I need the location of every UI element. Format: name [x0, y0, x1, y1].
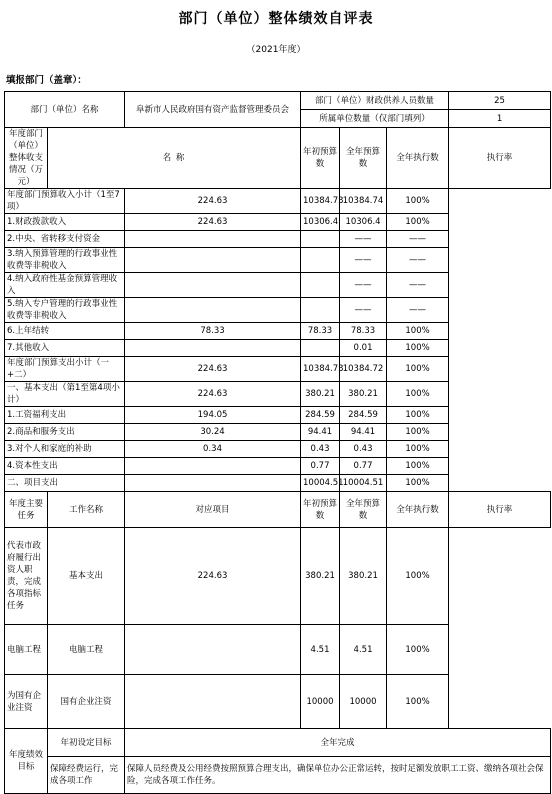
budget-row: [5, 458, 551, 475]
task-row-work: 代表市政府履行出资人职责，完成各项指标任务: [5, 528, 48, 625]
budget-row-full: [301, 298, 340, 323]
sub-units-label: 所属单位数量（仅部门填列）: [301, 110, 449, 128]
budget-row-initial: 30.24: [125, 424, 301, 441]
task-row-initial: 224.63: [125, 528, 301, 625]
task-row: [5, 528, 551, 625]
goals-section-label: 年度绩效目标: [5, 729, 48, 794]
budget-header-row: [5, 128, 551, 189]
task-row-work: 为国有企业注资: [5, 675, 48, 729]
task-row: [5, 625, 551, 675]
budget-row-full: 380.21: [301, 382, 340, 407]
budget-row-full: 94.41: [301, 424, 340, 441]
budget-row-full: [301, 273, 340, 298]
tasks-col-exec: 全年执行数: [387, 492, 449, 528]
budget-row: [5, 214, 551, 231]
budget-row: [5, 357, 551, 382]
budget-row-rate: 100%: [387, 424, 449, 441]
task-row-exec: 380.21: [340, 528, 387, 625]
header-row-1: [5, 92, 551, 110]
budget-row-initial: 0.34: [125, 441, 301, 458]
budget-row-name: 3.纳入预算管理的行政事业性收费等非税收入: [5, 248, 125, 273]
task-row-initial: [125, 625, 301, 675]
budget-row-name: 2.商品和服务支出: [5, 424, 125, 441]
budget-row: [5, 424, 551, 441]
budget-row-name: 二、项目支出: [5, 475, 125, 492]
budget-row-rate: 100%: [387, 441, 449, 458]
budget-row-full: [301, 248, 340, 273]
budget-row: [5, 231, 551, 248]
goals-col-goal: 年初设定目标: [48, 729, 125, 757]
task-row: [5, 675, 551, 729]
budget-row-rate: 100%: [387, 340, 449, 357]
budget-row-initial: 224.63: [125, 214, 301, 231]
task-row-rate: 100%: [387, 528, 449, 625]
budget-row-exec: 78.33: [340, 323, 387, 340]
budget-row-initial: [125, 475, 301, 492]
budget-row-exec: 380.21: [340, 382, 387, 407]
report-year: （2021年度）: [246, 45, 306, 55]
budget-col-initial: 年初预算数: [301, 128, 340, 189]
budget-row: [5, 475, 551, 492]
budget-row-name: 1.工资福利支出: [5, 407, 125, 424]
budget-row-exec: 10384.74: [340, 189, 387, 214]
tasks-col-item: 对应项目: [125, 492, 301, 528]
budget-row-full: 10384.73: [301, 357, 340, 382]
budget-row: [5, 340, 551, 357]
task-row-item: 电脑工程: [48, 625, 125, 675]
budget-col-exec: 全年执行数: [387, 128, 449, 189]
budget-row-name: 4.资本性支出: [5, 458, 125, 475]
budget-row-full: 10004.51: [301, 475, 340, 492]
budget-row-full: [301, 340, 340, 357]
budget-row-name: 2.中央、省转移支付资金: [5, 231, 125, 248]
budget-row-initial: [125, 340, 301, 357]
task-rows: [5, 528, 551, 729]
tasks-col-rate: 执行率: [449, 492, 551, 528]
budget-row-rate: 100%: [387, 189, 449, 214]
task-row-item: 国有企业注资: [48, 675, 125, 729]
budget-row-full: 78.33: [301, 323, 340, 340]
budget-row-initial: [125, 458, 301, 475]
budget-row-initial: 224.63: [125, 357, 301, 382]
budget-row-initial: 224.63: [125, 382, 301, 407]
budget-row-rate: ——: [387, 273, 449, 298]
goals-header-row: [5, 729, 551, 757]
budget-row-exec: 10306.4: [340, 214, 387, 231]
budget-row-full: 10306.4: [301, 214, 340, 231]
budget-row-rate: 100%: [387, 382, 449, 407]
budget-row-name: 一、基本支出（第1至第4项小计）: [5, 382, 125, 407]
task-row-exec: 10000: [340, 675, 387, 729]
budget-row-full: 284.59: [301, 407, 340, 424]
budget-row-full: [301, 231, 340, 248]
budget-rows: [5, 189, 551, 492]
budget-row-rate: 100%: [387, 214, 449, 231]
sub-units-value: 1: [449, 110, 551, 128]
budget-row: [5, 441, 551, 458]
tasks-section-label: 年度主要任务: [5, 492, 48, 528]
task-row-work: 电脑工程: [5, 625, 48, 675]
budget-row-full: 10384.73: [301, 189, 340, 214]
task-row-initial: [125, 675, 301, 729]
task-row-full: 10000: [301, 675, 340, 729]
dept-name-value: 阜新市人民政府国有资产监督管理委员会: [125, 92, 301, 128]
goal-done-text: 保障人员经费及公用经费按照预算合理支出，确保单位办公正常运转，按时足额发放职工工资、缴纳各项社会保险，完成各项工作任务。: [125, 757, 551, 794]
budget-row-name: 1.财政拨款收入: [5, 214, 125, 231]
budget-row-rate: ——: [387, 231, 449, 248]
budget-row-initial: 194.05: [125, 407, 301, 424]
budget-section-label: 年度部门（单位）整体收支情况（万元）: [5, 128, 48, 189]
budget-col-full: 全年预算数: [340, 128, 387, 189]
task-row-full: 4.51: [301, 625, 340, 675]
filing-dept-label: 填报部门（盖章）：: [6, 75, 87, 86]
budget-row-initial: [125, 298, 301, 323]
budget-row-exec: 10004.51: [340, 475, 387, 492]
budget-row-name: 3.对个人和家庭的补助: [5, 441, 125, 458]
tasks-col-initial: 年初预算数: [301, 492, 340, 528]
tasks-col-work: 工作名称: [48, 492, 125, 528]
budget-row-rate: 100%: [387, 357, 449, 382]
budget-row-name: 4.纳入政府性基金预算管理收入: [5, 273, 125, 298]
budget-row: [5, 298, 551, 323]
budget-row-name: 年度部门预算收入小计（1至7项）: [5, 189, 125, 214]
budget-row-name: 5.纳入专户管理的行政事业性收费等非税收入: [5, 298, 125, 323]
budget-row-rate: 100%: [387, 458, 449, 475]
budget-col-name: 名 称: [48, 128, 301, 189]
budget-row-initial: 224.63: [125, 189, 301, 214]
budget-row-rate: 100%: [387, 323, 449, 340]
budget-row: [5, 382, 551, 407]
budget-row-exec: ——: [340, 298, 387, 323]
budget-row-exec: 0.77: [340, 458, 387, 475]
budget-row-initial: [125, 273, 301, 298]
task-row-rate: 100%: [387, 675, 449, 729]
budget-row: [5, 189, 551, 214]
budget-row-exec: ——: [340, 231, 387, 248]
budget-row: [5, 407, 551, 424]
goals-row: [5, 757, 551, 794]
staff-count-value: 25: [449, 92, 551, 110]
budget-row-initial: 78.33: [125, 323, 301, 340]
budget-row: [5, 248, 551, 273]
budget-row-initial: [125, 231, 301, 248]
budget-row-rate: 100%: [387, 475, 449, 492]
budget-row-name: 7.其他收入: [5, 340, 125, 357]
budget-row-exec: 10384.72: [340, 357, 387, 382]
budget-row-name: 6.上年结转: [5, 323, 125, 340]
dept-name-label: 部门（单位）名称: [5, 92, 125, 128]
tasks-header-row: [5, 492, 551, 528]
task-row-rate: 100%: [387, 625, 449, 675]
budget-row-full: 0.43: [301, 441, 340, 458]
task-row-exec: 4.51: [340, 625, 387, 675]
budget-col-rate: 执行率: [449, 128, 551, 189]
task-row-item: 基本支出: [48, 528, 125, 625]
budget-row-exec: 0.43: [340, 441, 387, 458]
budget-row-rate: ——: [387, 298, 449, 323]
budget-row: [5, 323, 551, 340]
goals-col-done: 全年完成: [125, 729, 551, 757]
budget-row-initial: [125, 248, 301, 273]
task-row-full: 380.21: [301, 528, 340, 625]
budget-row-rate: 100%: [387, 407, 449, 424]
page-title: 部门（单位）整体绩效自评表: [178, 11, 374, 27]
staff-count-label: 部门（单位）财政供养人员数量: [301, 92, 449, 110]
budget-row-exec: 0.01: [340, 340, 387, 357]
budget-row-exec: 94.41: [340, 424, 387, 441]
budget-row-exec: ——: [340, 248, 387, 273]
tasks-col-full: 全年预算数: [340, 492, 387, 528]
budget-row-full: 0.77: [301, 458, 340, 475]
budget-row-exec: ——: [340, 273, 387, 298]
budget-row-exec: 284.59: [340, 407, 387, 424]
budget-row-rate: ——: [387, 248, 449, 273]
budget-row-name: 年度部门预算支出小计（一+二）: [5, 357, 125, 382]
goal-text: 保障经费运行，完成各项工作: [48, 757, 125, 794]
budget-row: [5, 273, 551, 298]
performance-table: [4, 91, 551, 794]
